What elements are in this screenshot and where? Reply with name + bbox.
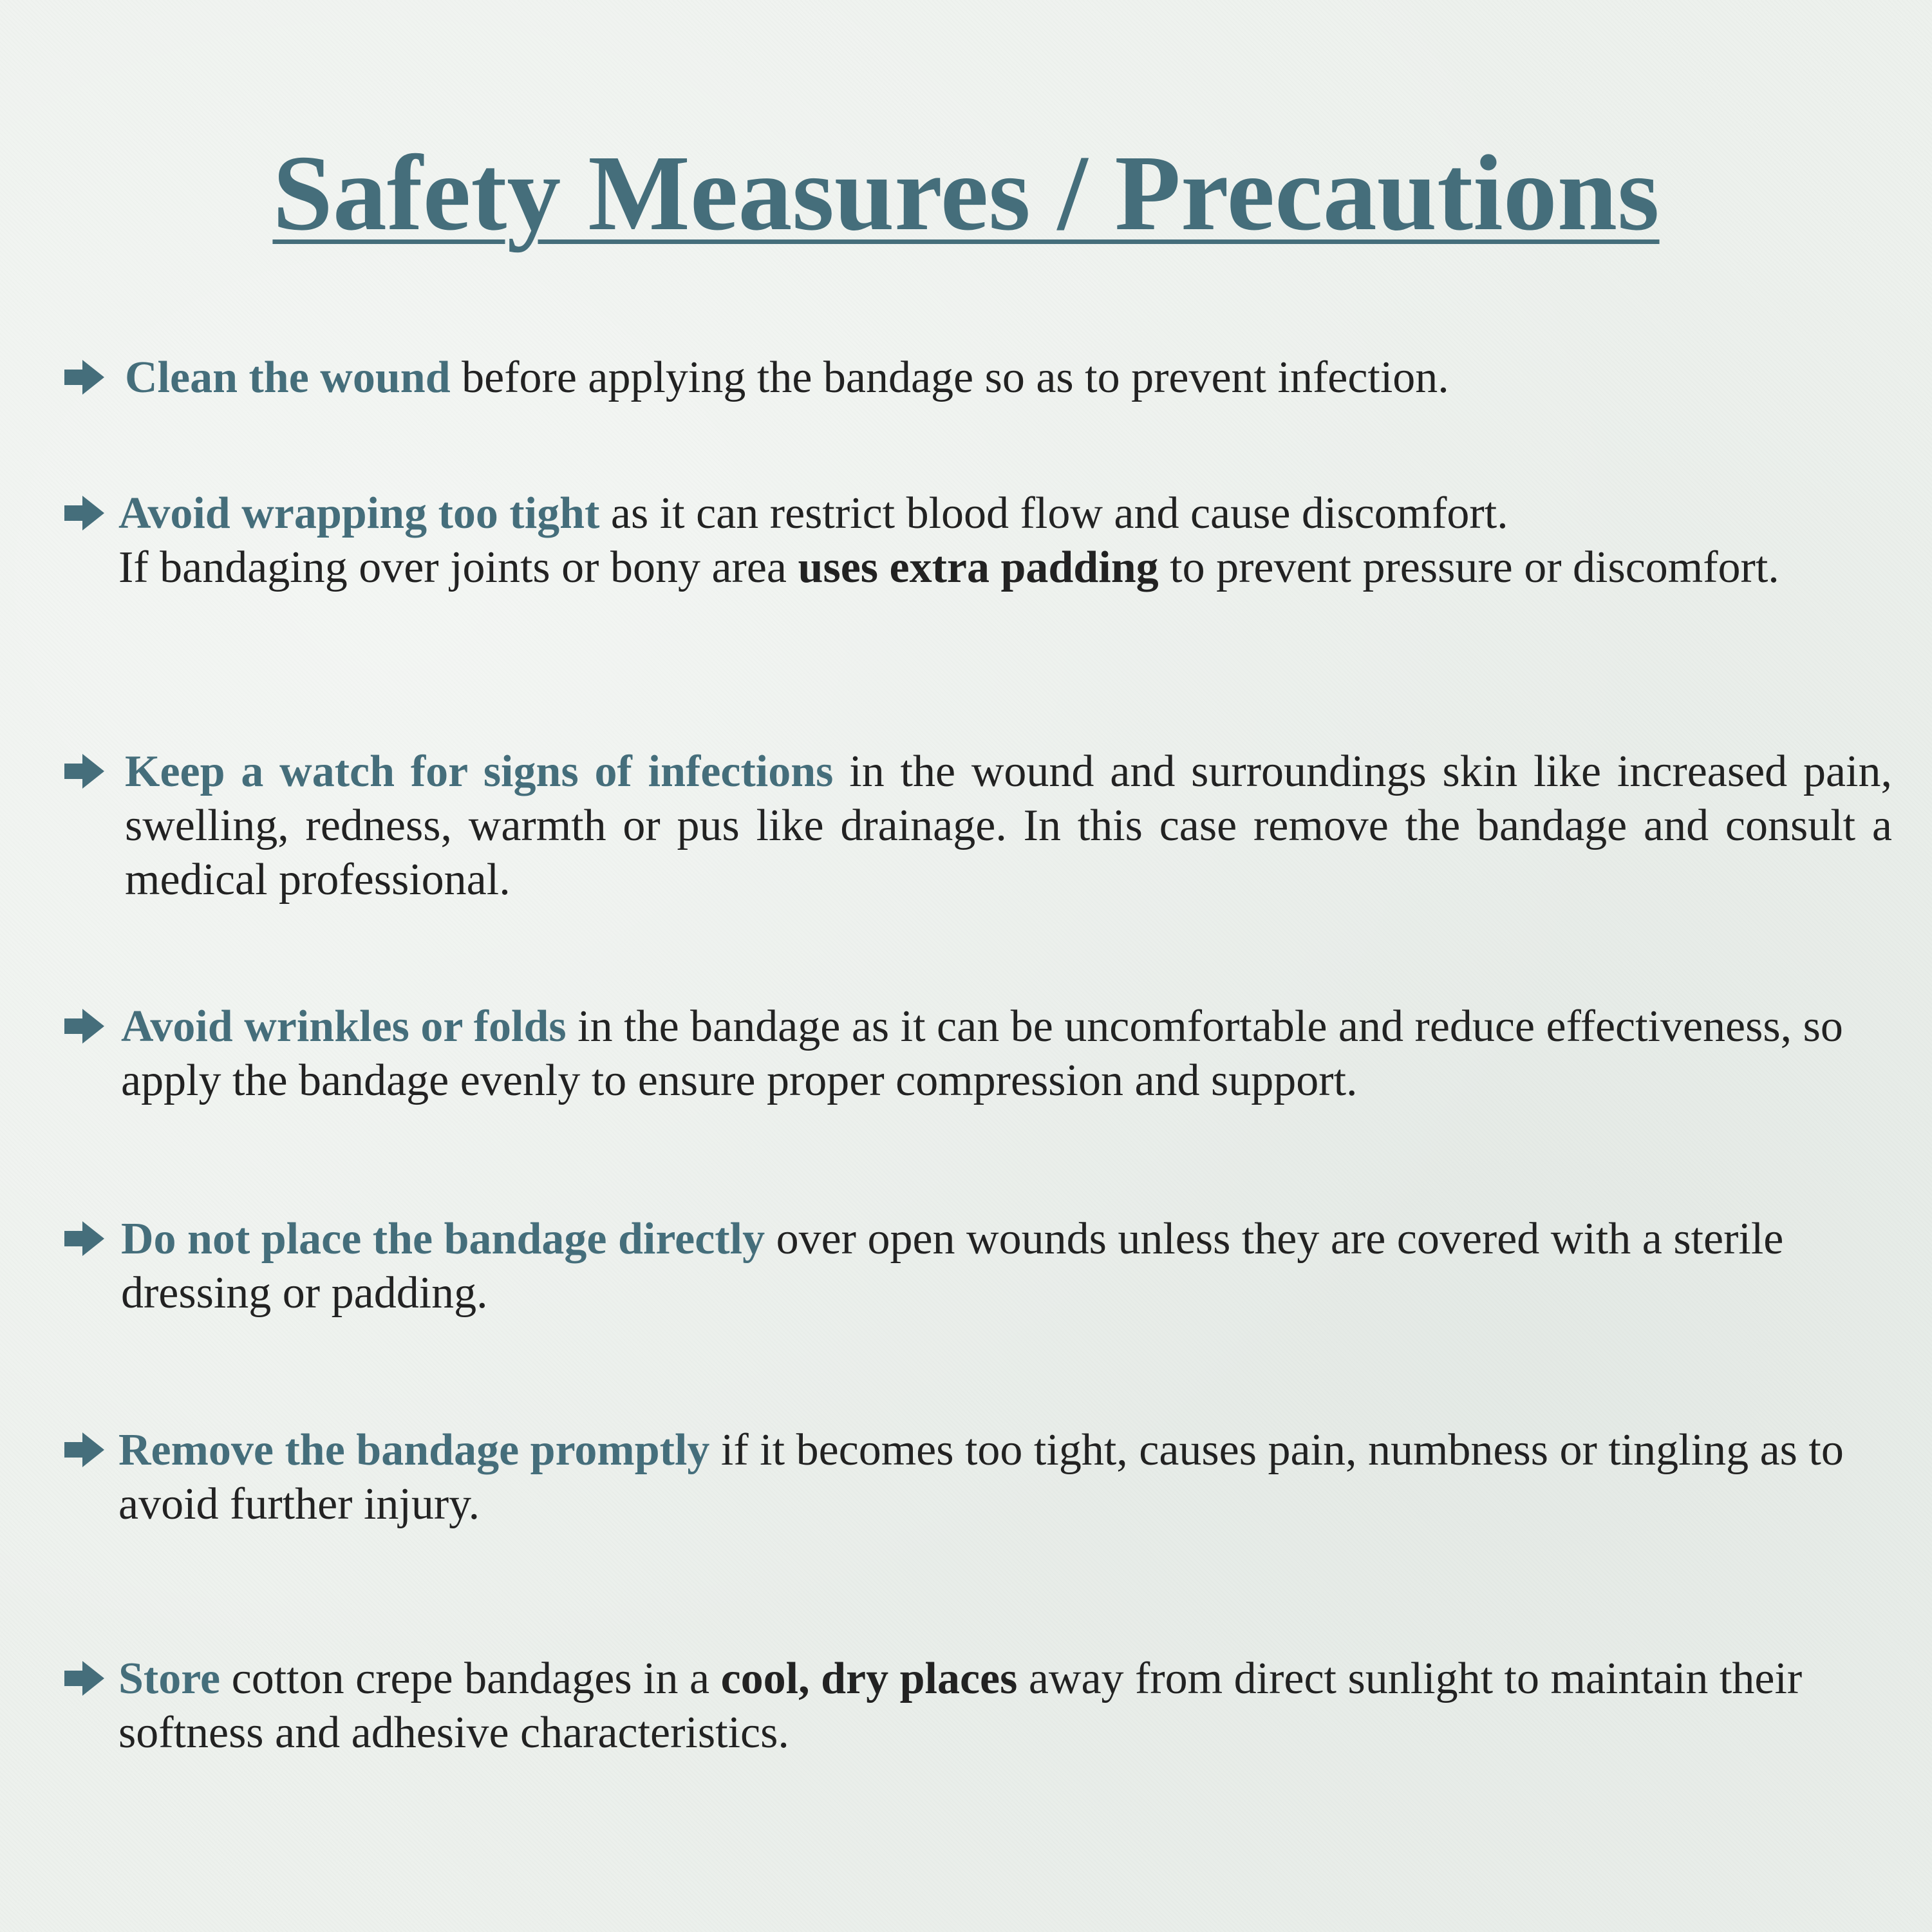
item-highlight: Keep a watch for signs of infections [125,747,834,796]
arrow-right-icon [64,1009,104,1044]
item-body: to prevent pressure or discomfort. [1158,543,1779,592]
item-text [64,745,1892,907]
item-text [64,1652,1818,1760]
item-body: cotton crepe bandages in a [220,1654,721,1703]
arrow-right-icon [64,754,104,789]
item-text [64,487,1857,595]
item-highlight: Remove the bandage promptly [118,1425,710,1475]
list-item [64,351,1906,405]
list-item [64,1423,1906,1532]
item-body: in the bandage as it can be uncomfortable and reduce effectiveness, so apply the bandage evenly to ensure proper compression and support. [121,1002,1843,1105]
item-bold: uses extra padding [798,543,1159,592]
arrow-right-icon [64,496,104,530]
page-title [0,134,1932,253]
item-text [64,1212,1808,1320]
item-body: If bandaging over joints or bony area [118,543,798,592]
item-text [64,1000,1891,1108]
item-body: in the wound and surroundings skin like increased pain, swelling, redness, warmth or pus like drainage. In this case remove the bandage and consult a medical professional. [125,747,1892,905]
item-body: as it can restrict blood flow and cause discomfort. [599,489,1508,538]
item-highlight: Clean the wound [125,353,451,402]
arrow-right-icon [64,1432,104,1467]
item-body: away from direct sunlight to maintain their softness and adhesive characteristics. [118,1654,1803,1758]
title-text: Safety Measures / Precautions [272,133,1660,253]
arrow-right-icon [64,1221,104,1256]
item-highlight: Store [118,1654,221,1703]
item-text [64,351,1906,405]
item-body: over open wounds unless they are covered with a sterile dressing or padding. [121,1214,1784,1318]
list-item [64,1652,1906,1760]
list-item [64,1000,1906,1108]
list-item [64,487,1906,595]
item-bold: cool, dry places [720,1654,1018,1703]
item-highlight: Avoid wrinkles or folds [121,1002,567,1051]
item-text [64,1423,1882,1532]
list-item [64,1212,1906,1320]
item-body: if it becomes too tight, causes pain, numbness or tingling as to avoid further injury. [118,1425,1844,1529]
arrow-right-icon [64,1661,104,1696]
arrow-right-icon [64,360,104,395]
item-highlight: Avoid wrapping too tight [118,489,600,538]
item-highlight: Do not place the bandage directly [121,1214,765,1264]
list-item [64,745,1906,907]
item-body: before applying the bandage so as to prevent infection. [450,353,1449,402]
